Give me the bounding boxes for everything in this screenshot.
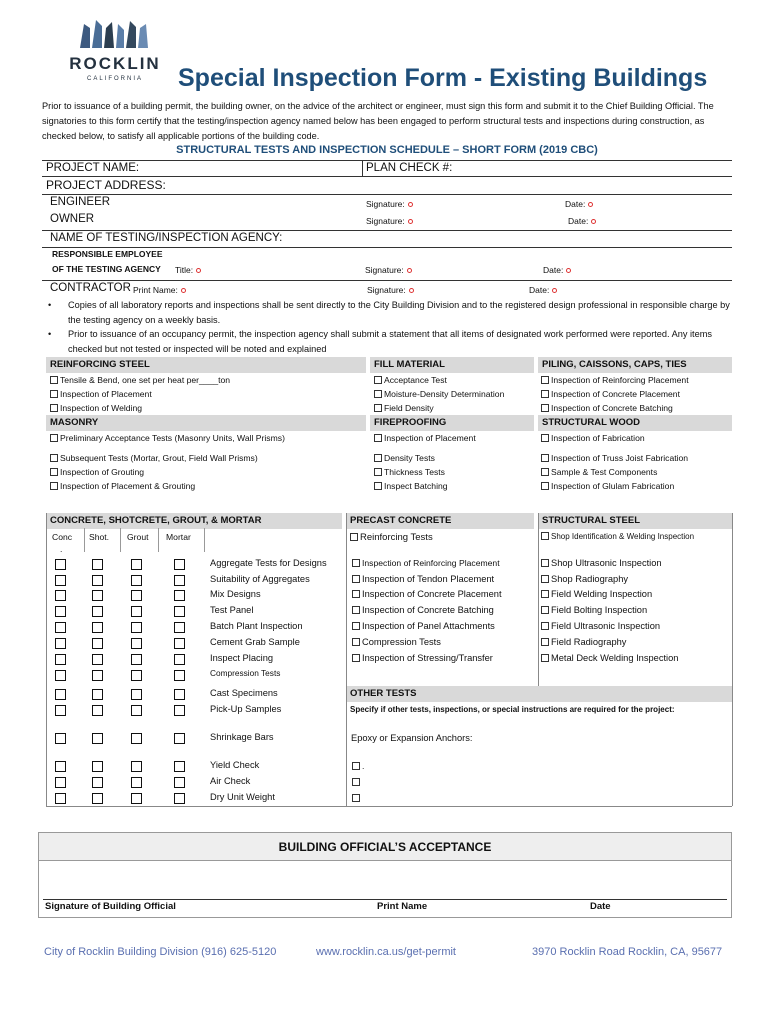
checkbox-item[interactable] [352,587,502,601]
item-label: Inspection of Reinforcing Placement [551,375,689,385]
checkbox-icon[interactable] [92,638,103,649]
checkbox-icon[interactable] [55,559,66,570]
checkbox-icon[interactable] [541,590,549,598]
checkbox-icon[interactable] [174,777,185,788]
reinforcing-steel-heading: REINFORCING STEEL [46,357,366,373]
owner-signature[interactable] [366,216,413,226]
item-label: Field Welding Inspection [551,589,653,599]
checkbox-icon[interactable] [374,390,382,398]
item-label: Inspection of Fabrication [551,433,645,443]
item-label: Compression Tests [362,637,441,647]
engineer-label: ENGINEER [50,196,111,208]
checkbox-icon[interactable] [131,575,142,586]
checkbox-icon[interactable] [374,404,382,412]
concrete-item: Mix Designs [210,589,261,599]
checkbox-icon[interactable] [92,761,103,772]
checkbox-icon[interactable] [55,590,66,601]
checkbox-icon[interactable] [55,622,66,633]
checkbox-icon[interactable] [541,532,549,540]
checkbox-icon[interactable] [131,705,142,716]
checkbox-icon[interactable] [352,575,360,583]
footer-address: 3970 Rocklin Road Rocklin, CA, 95677 [532,946,723,958]
other-tests-heading: OTHER TESTS [346,686,732,702]
schedule-heading: STRUCTURAL TESTS AND INSPECTION SCHEDULE – SHORT FORM (2019 CBC) [176,144,598,156]
checkbox-icon[interactable] [92,575,103,586]
checkbox-icon[interactable] [92,559,103,570]
checkbox-item[interactable] [541,635,626,649]
divider [46,513,47,806]
item-label: Thickness Tests [384,467,445,477]
notes-list [42,298,732,356]
footer-website-link[interactable]: www.rocklin.ca.us/get-permit [316,946,456,958]
item-label: Inspection of Welding [60,403,143,413]
checkbox-item[interactable] [541,651,678,665]
divider [538,513,539,686]
official-print-name-label: Print Name [377,901,428,912]
agency-signature[interactable] [365,265,412,275]
structural-wood-heading: STRUCTURAL WOOD [538,415,732,431]
checkbox-item[interactable] [541,530,694,544]
divider [158,528,159,552]
checkbox-item[interactable] [352,791,362,805]
plan-check-label: PLAN CHECK #: [366,162,453,174]
checkbox-icon[interactable] [541,468,549,476]
divider [42,247,732,248]
required-icon [181,288,186,293]
concrete-item: Batch Plant Inspection [210,621,303,631]
engineer-date[interactable] [565,199,593,209]
note-item: • Prior to issuance of an occupancy permit, the inspection agency shall submit a statement that all items of designated work performed were reported. Any items checked but not tested or inspected will be noted and explained [42,327,732,356]
divider [362,160,363,176]
fireproofing-heading: FIREPROOFING [370,415,534,431]
checkbox-icon[interactable] [174,590,185,601]
checkbox-item[interactable] [352,651,493,665]
checkbox-item[interactable] [374,431,476,445]
checkbox-icon[interactable] [55,793,66,804]
item-label: Inspect Batching [384,481,448,491]
item-label: Inspection of Reinforcing Placement [362,558,500,568]
divider [42,280,732,281]
concrete-item: Shrinkage Bars [210,732,274,742]
divider [120,528,121,552]
checkbox-item[interactable] [541,556,662,570]
item-label: Inspection of Placement & Grouting [60,481,196,491]
date-label: Date: [568,216,589,226]
checkbox-item[interactable] [541,479,674,493]
checkbox-icon[interactable] [174,705,185,716]
item-label: Inspection of Grouting [60,467,145,477]
title-field[interactable] [175,265,201,275]
footer-phone: City of Rocklin Building Division (916) 625-5120 [44,946,277,958]
contractor-label: CONTRACTOR [50,282,131,294]
acceptance-box [38,832,732,918]
required-icon [407,268,412,273]
concrete-item: Compression Tests [210,668,281,678]
required-icon [591,219,596,224]
required-icon [588,202,593,207]
item-label: . [362,761,365,771]
checkbox-item[interactable] [541,587,652,601]
concrete-item: Dry Unit Weight [210,792,275,802]
note-item: • Copies of all laboratory reports and inspections shall be sent directly to the City Building Division and to the registered design professional in responsible charge by the testing agency on a weekly basis. [42,298,732,327]
checkbox-icon[interactable] [541,638,549,646]
contractor-print-name[interactable] [133,285,186,295]
project-address-label: PROJECT ADDRESS: [46,178,166,192]
epoxy-label: Epoxy or Expansion Anchors: [351,733,473,743]
checkbox-icon[interactable] [541,622,549,630]
checkbox-icon[interactable] [374,376,382,384]
required-icon [408,219,413,224]
checkbox-icon[interactable] [55,575,66,586]
signature-label: Signature: [365,265,404,275]
checkbox-icon[interactable] [50,434,58,442]
checkbox-item[interactable] [541,465,657,479]
col-mortar: Mortar [166,532,191,542]
official-signature-label: Signature of Building Official [45,901,176,912]
item-label: Field Radiography [551,637,627,647]
item-label: Inspection of Concrete Batching [551,403,673,413]
checkbox-icon[interactable] [541,606,549,614]
checkbox-icon[interactable] [131,654,142,665]
item-label: Acceptance Test [384,375,447,385]
divider [84,528,85,552]
checkbox-icon[interactable] [541,404,549,412]
checkbox-icon[interactable] [92,733,103,744]
checkbox-icon[interactable] [50,468,58,476]
checkbox-item[interactable] [374,401,434,415]
col-conc: Conc [52,532,73,542]
date-label: Date: [565,199,586,209]
checkbox-item[interactable] [50,401,142,415]
item-label: Density Tests [384,453,435,463]
item-label: Shop Ultrasonic Inspection [551,558,662,568]
checkbox-item[interactable] [541,373,689,387]
checkbox-item[interactable] [541,387,680,401]
item-label: Sample & Test Components [551,467,658,477]
checkbox-item[interactable] [352,759,364,773]
divider [204,528,205,552]
checkbox-icon[interactable] [541,390,549,398]
item-label: Reinforcing Tests [360,532,433,543]
date-label: Date: [543,265,564,275]
piling-heading: PILING, CAISSONS, CAPS, TIES [538,357,732,373]
checkbox-item[interactable] [352,556,500,570]
divider [42,176,732,177]
checkbox-icon[interactable] [352,606,360,614]
item-label: Inspection of Concrete Placement [362,589,502,599]
checkbox-icon[interactable] [92,622,103,633]
checkbox-item[interactable] [50,387,152,401]
agency-label: NAME OF TESTING/INSPECTION AGENCY: [50,232,283,244]
checkbox-icon[interactable] [55,638,66,649]
checkbox-icon[interactable] [374,468,382,476]
checkbox-icon[interactable] [55,777,66,788]
agency-date[interactable] [543,265,571,275]
checkbox-icon[interactable] [131,689,142,700]
responsible-employee-label: RESPONSIBLE EMPLOYEE [52,249,163,259]
concrete-item: Yield Check [210,760,260,770]
required-icon [196,268,201,273]
acceptance-title: BUILDING OFFICIAL’S ACCEPTANCE [39,833,731,861]
checkbox-icon[interactable] [350,533,358,541]
item-label: Moisture-Density Determination [384,389,505,399]
checkbox-icon[interactable] [352,778,360,786]
checkbox-icon[interactable] [352,590,360,598]
checkbox-icon[interactable] [374,434,382,442]
checkbox-item[interactable] [541,619,660,633]
checkbox-icon[interactable] [131,590,142,601]
checkbox-item[interactable] [50,465,144,479]
owner-date[interactable] [568,216,596,226]
item-label: Metal Deck Welding Inspection [551,653,679,663]
col-grout: Grout [127,532,149,542]
concrete-item: Inspect Placing [210,653,274,663]
checkbox-item[interactable] [352,619,495,633]
testing-agency-label: OF THE TESTING AGENCY [52,264,161,274]
fill-material-heading: FILL MATERIAL [370,357,534,373]
item-label: Inspection of Glulam Fabrication [551,481,675,491]
checkbox-icon[interactable] [352,638,360,646]
checkbox-icon[interactable] [352,794,360,802]
checkbox-icon[interactable] [541,376,549,384]
checkbox-icon[interactable] [541,434,549,442]
checkbox-icon[interactable] [174,575,185,586]
item-label: Field Bolting Inspection [551,605,648,615]
checkbox-icon[interactable] [50,404,58,412]
checkbox-icon[interactable] [174,622,185,633]
masonry-heading: MASONRY [46,415,366,431]
checkbox-icon[interactable] [92,777,103,788]
checkbox-item[interactable] [374,479,448,493]
divider [42,160,732,161]
checkbox-icon[interactable] [374,454,382,462]
checkbox-icon[interactable] [174,761,185,772]
checkbox-icon[interactable] [541,654,549,662]
checkbox-item[interactable] [352,572,494,586]
item-label: Shop Identification & Welding Inspection [551,532,695,541]
divider [732,513,733,806]
checkbox-icon[interactable] [50,390,58,398]
concrete-item: Cement Grab Sample [210,637,300,647]
required-icon [552,288,557,293]
intro-text: Prior to issuance of a building permit, the building owner, on the advice of the architect or engineer, must sign this form and submit it to the Chief Building Official. The signatories to this form certify that the testing/inspection agency named below has been engaged to perform structural tests and inspections during construction, as checked below, to satisfy all applicable portions of the building code. [42,101,714,141]
checkbox-item[interactable] [541,401,673,415]
item-label: Shop Radiography [551,574,629,584]
checkbox-item[interactable] [541,431,645,445]
item-label: Inspection of Concrete Placement [551,389,680,399]
checkbox-icon[interactable] [541,482,549,490]
checkbox-icon[interactable] [174,638,185,649]
checkbox-item[interactable] [352,775,362,789]
checkbox-item[interactable] [50,451,258,465]
item-label: Inspection of Panel Attachments [362,621,495,631]
checkbox-icon[interactable] [174,670,185,681]
form-title: Special Inspection Form - Existing Buildings [178,64,708,92]
concrete-item: Air Check [210,776,251,786]
divider [42,230,732,231]
checkbox-icon[interactable] [92,606,103,617]
divider [46,806,732,807]
checkbox-icon[interactable] [131,777,142,788]
item-label: Field Density [384,403,434,413]
engineer-signature[interactable] [366,199,413,209]
checkbox-icon[interactable] [131,606,142,617]
concrete-heading: CONCRETE, SHOTCRETE, GROUT, & MORTAR [46,513,342,529]
checkbox-icon[interactable] [92,670,103,681]
checkbox-icon[interactable] [131,733,142,744]
item-label: Inspection of Concrete Batching [362,605,494,615]
checkbox-icon[interactable] [174,733,185,744]
concrete-item: Test Panel [210,605,254,615]
checkbox-item[interactable] [352,635,441,649]
checkbox-icon[interactable] [55,761,66,772]
contractor-signature[interactable] [367,285,414,295]
checkbox-icon[interactable] [374,482,382,490]
title-label: Title: [175,265,194,275]
checkbox-icon[interactable] [92,689,103,700]
checkbox-icon[interactable] [131,670,142,681]
logo-name: ROCKLIN [69,54,161,73]
checkbox-icon[interactable] [131,761,142,772]
checkbox-icon[interactable] [55,733,66,744]
checkbox-item[interactable] [374,451,435,465]
skyline-icon [80,18,150,48]
required-icon [408,202,413,207]
checkbox-icon[interactable] [352,559,360,567]
checkbox-icon[interactable] [92,590,103,601]
checkbox-item[interactable] [541,451,688,465]
required-icon [566,268,571,273]
checkbox-icon[interactable] [55,705,66,716]
checkbox-icon[interactable] [174,654,185,665]
rocklin-logo [60,18,170,90]
checkbox-item[interactable] [350,531,433,545]
col-shot: Shot. [89,532,110,542]
checkbox-icon[interactable] [174,606,185,617]
col-conc-dot: . [60,544,63,554]
checkbox-icon[interactable] [174,689,185,700]
signature-label: Signature: [367,285,406,295]
item-label: Inspection of Tendon Placement [362,574,495,584]
print-name-label: Print Name: [133,285,178,295]
project-name-label: PROJECT NAME: [46,162,140,174]
concrete-item: Cast Specimens [210,688,278,698]
item-label: Inspection of Truss Joist Fabrication [551,453,689,463]
signature-label: Signature: [366,199,405,209]
contractor-date[interactable] [529,285,557,295]
structural-steel-heading: STRUCTURAL STEEL [538,513,732,529]
checkbox-icon[interactable] [55,654,66,665]
checkbox-item[interactable] [541,603,647,617]
checkbox-icon[interactable] [541,559,549,567]
checkbox-icon[interactable] [55,689,66,700]
signature-line [43,899,727,900]
item-label: Preliminary Acceptance Tests (Masonry Units, Wall Prisms) [60,433,285,443]
checkbox-icon[interactable] [131,793,142,804]
required-icon [409,288,414,293]
checkbox-icon[interactable] [131,622,142,633]
checkbox-icon[interactable] [55,606,66,617]
checkbox-icon[interactable] [541,454,549,462]
item-label: Inspection of Stressing/Transfer [362,653,493,663]
checkbox-icon[interactable] [174,793,185,804]
date-label: Date: [529,285,550,295]
checkbox-icon[interactable] [50,376,58,384]
checkbox-item[interactable] [374,387,504,401]
checkbox-icon[interactable] [92,793,103,804]
checkbox-item[interactable] [50,373,230,387]
checkbox-icon[interactable] [55,670,66,681]
concrete-item: Pick-Up Samples [210,704,282,714]
checkbox-icon[interactable] [92,705,103,716]
checkbox-icon[interactable] [352,762,360,770]
checkbox-item[interactable] [50,479,195,493]
other-tests-note: Specify if other tests, inspections, or special instructions are required for the project: [350,705,675,714]
checkbox-item[interactable] [50,431,285,445]
checkbox-icon[interactable] [541,575,549,583]
signature-label: Signature: [366,216,405,226]
checkbox-icon[interactable] [131,638,142,649]
item-label: Tensile & Bend, one set per heat per____ton [60,375,231,385]
concrete-item: Suitability of Aggregates [210,574,310,584]
logo-state: CALIFORNIA [86,76,143,82]
checkbox-icon[interactable] [50,482,58,490]
item-label: Inspection of Placement [384,433,476,443]
checkbox-item[interactable] [352,603,494,617]
checkbox-icon[interactable] [352,622,360,630]
owner-label: OWNER [50,213,95,225]
checkbox-icon[interactable] [352,654,360,662]
divider [42,194,732,195]
official-date-label: Date [590,901,611,912]
checkbox-icon[interactable] [50,454,58,462]
checkbox-item[interactable] [541,572,628,586]
checkbox-item[interactable] [374,465,445,479]
checkbox-item[interactable] [374,373,447,387]
concrete-item: Aggregate Tests for Designs [210,558,327,568]
checkbox-icon[interactable] [92,654,103,665]
precast-heading: PRECAST CONCRETE [346,513,534,529]
item-label: Field Ultrasonic Inspection [551,621,661,631]
item-label: Subsequent Tests (Mortar, Grout, Field Wall Prisms) [60,453,258,463]
item-label: Inspection of Placement [60,389,152,399]
checkbox-icon[interactable] [174,559,185,570]
checkbox-icon[interactable] [131,559,142,570]
divider [346,513,347,806]
